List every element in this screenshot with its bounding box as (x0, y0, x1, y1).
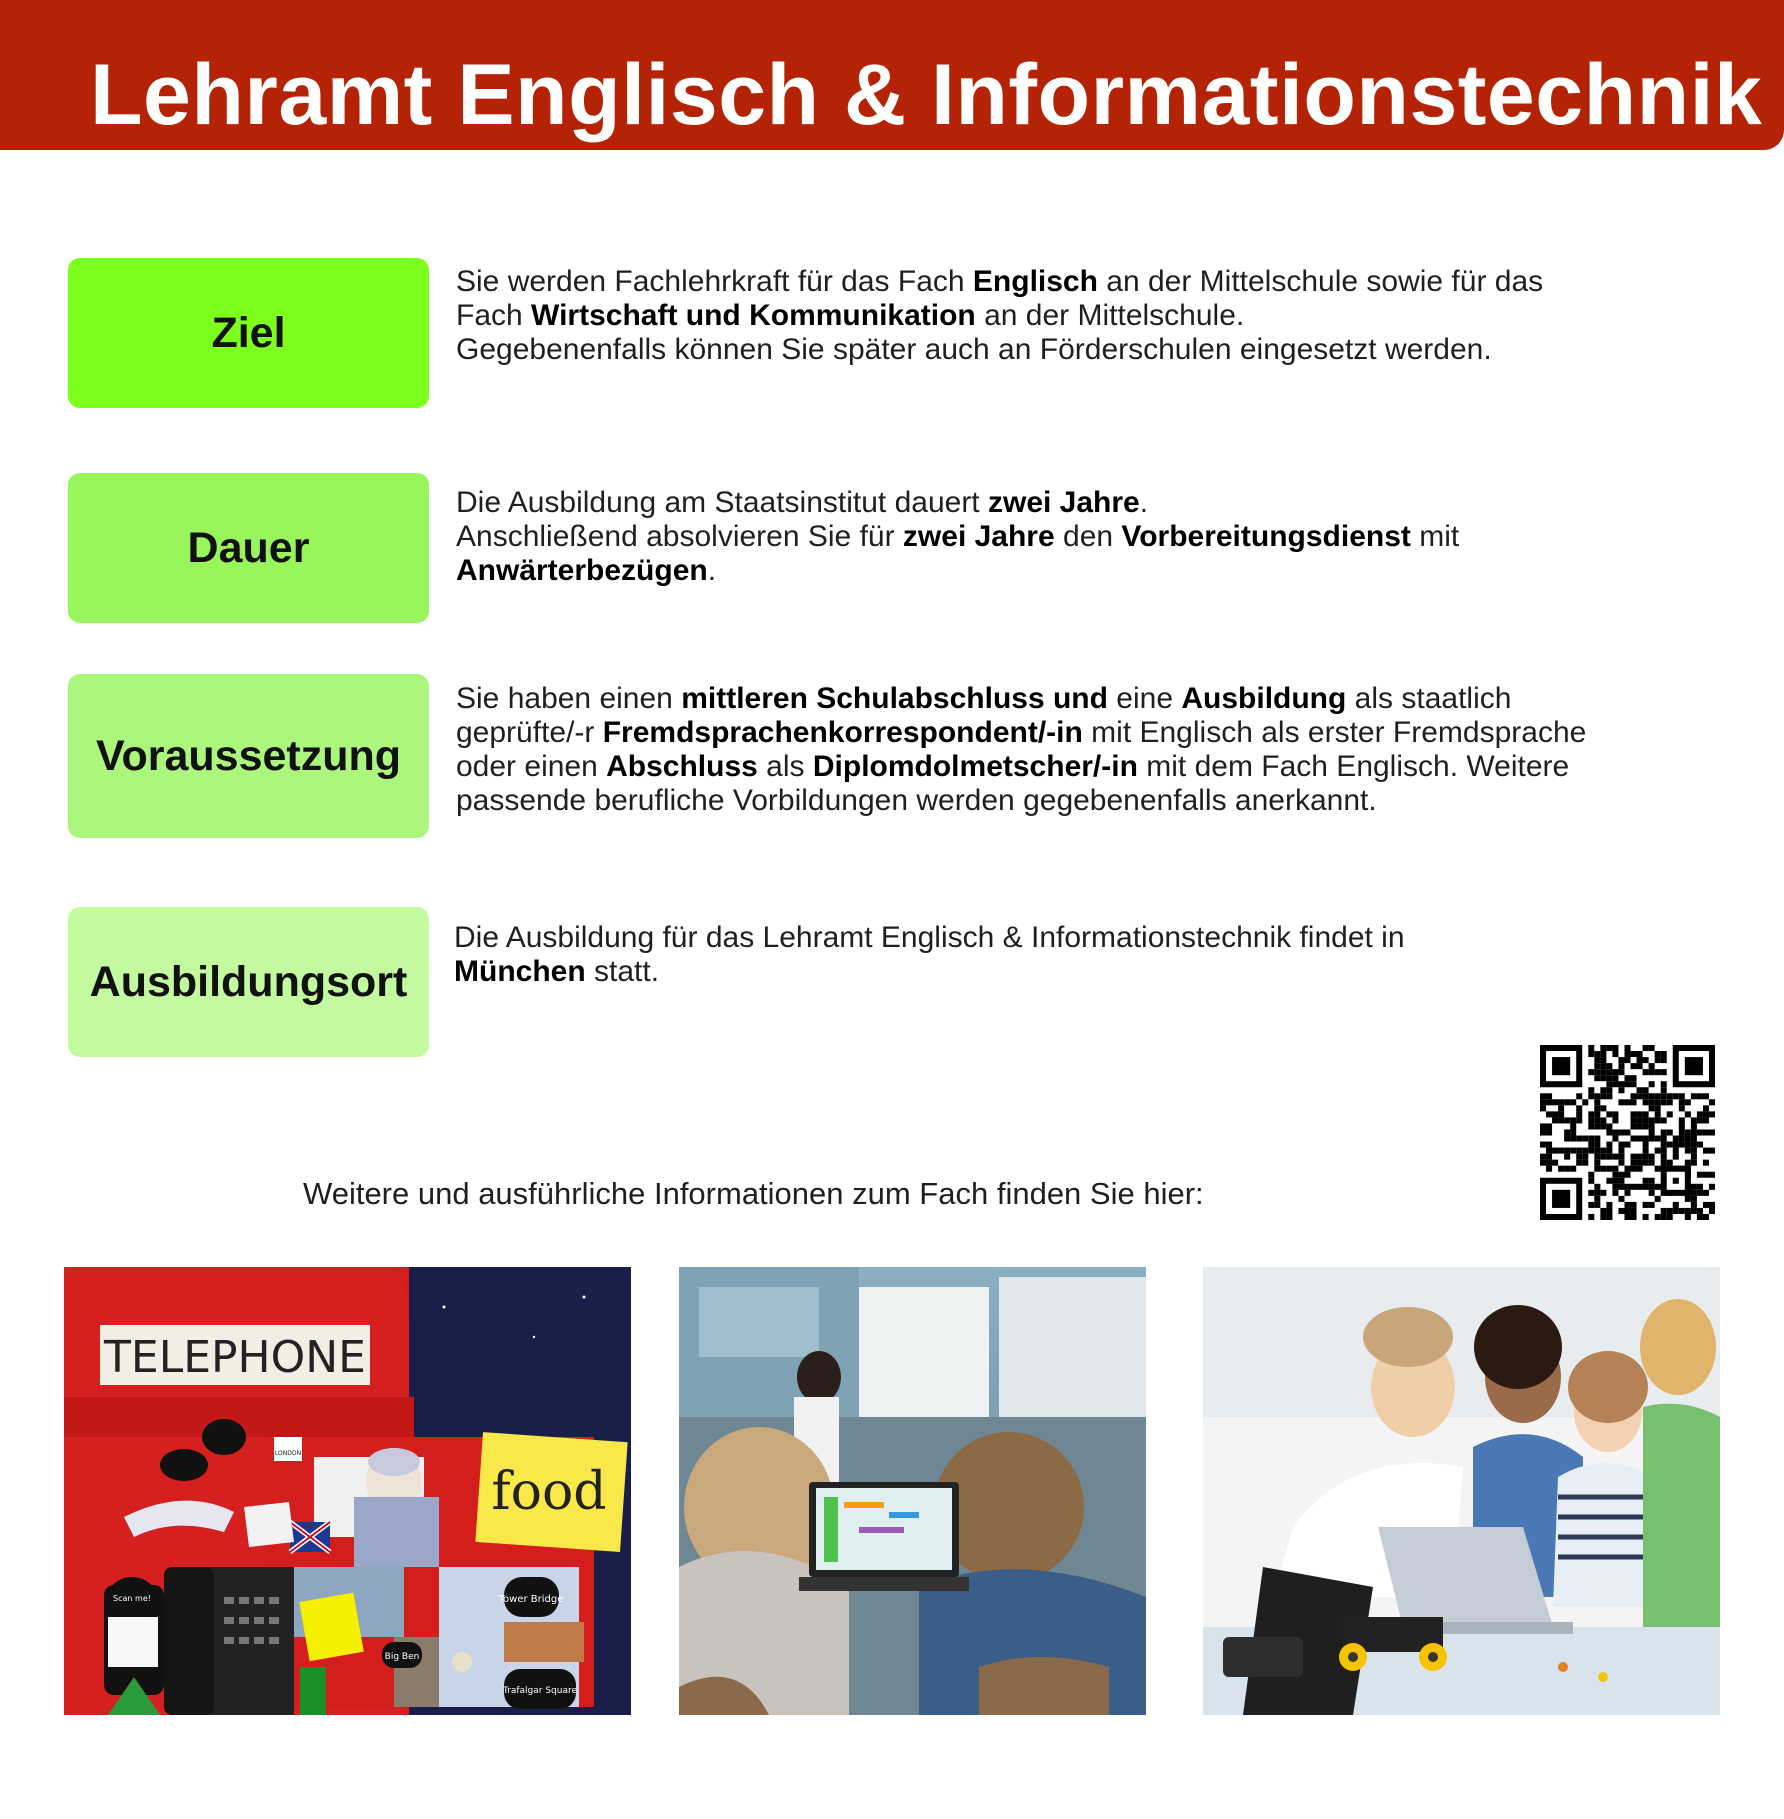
bold-text: Ausbildung (1181, 682, 1347, 715)
text-segment: Sie haben einen (456, 682, 682, 715)
more-info-text: Weitere und ausführliche Informationen zum Fach finden Sie hier: (303, 1176, 1204, 1211)
text-line (456, 682, 1736, 716)
text-segment: Gegebenenfalls können Sie später auch an Förderschulen eingesetzt werden. (456, 333, 1492, 366)
text-segment: als staatlich (1346, 682, 1512, 715)
big-ben-tag: Big Ben (384, 1652, 420, 1662)
text-segment: geprüfte/-r (456, 716, 603, 749)
bold-text: Diplomdolmetscher/-in (812, 750, 1138, 783)
bold-text: zwei Jahre (987, 486, 1140, 519)
text-segment: mit dem Fach Englisch. Weitere (1137, 750, 1570, 783)
qr-code-icon[interactable] (1540, 1045, 1715, 1220)
bold-text: Wirtschaft und Kommunikation (531, 299, 976, 332)
trafalgar-tag: Trafalgar Square (502, 1686, 578, 1696)
text-segment: Anschließend absolvieren Sie für (456, 520, 903, 553)
text-segment: . (1139, 486, 1149, 519)
text-segment: an der Mittelschule. (975, 299, 1245, 332)
text-line (454, 921, 1734, 955)
text-segment: . (707, 554, 717, 587)
text-line (456, 784, 1736, 818)
label-dauer-text: Dauer (187, 523, 310, 572)
text-line (456, 750, 1736, 784)
label-ausbildungsort (68, 907, 429, 1057)
bold-text: München (454, 955, 586, 988)
text-line (456, 554, 1736, 588)
page-title: Lehramt Englisch & Informationstechnik (90, 47, 1763, 143)
label-ausbildungsort-text: Ausbildungsort (89, 957, 408, 1006)
text-segment: oder einen (456, 750, 607, 783)
text-line (456, 299, 1736, 333)
label-dauer (68, 473, 429, 623)
text-segment: Die Ausbildung am Staatsinstitut dauert (456, 486, 988, 519)
text-segment: den (1054, 520, 1122, 553)
telephone-sign: TELEPHONE (104, 1332, 366, 1383)
text-segment: Fach (456, 299, 532, 332)
text-line (456, 265, 1736, 299)
text-line (456, 520, 1736, 554)
text-line (454, 955, 1734, 989)
label-voraussetzung-text: Voraussetzung (95, 731, 402, 780)
text-line (456, 716, 1736, 750)
page-header (0, 0, 1784, 150)
label-ziel (68, 258, 429, 408)
label-voraussetzung (68, 674, 429, 838)
scan-me-tag: Scan me! (113, 1594, 151, 1603)
text-dauer (456, 486, 1736, 588)
text-segment: als (757, 750, 813, 783)
bold-text: Abschluss (606, 750, 758, 783)
photo-robotics-group (1203, 1267, 1720, 1715)
bold-text: Anwärterbezügen (456, 554, 708, 587)
text-ziel (456, 265, 1736, 367)
bold-text: zwei Jahre (902, 520, 1055, 553)
text-segment: statt. (585, 955, 660, 988)
bold-text: Vorbereitungsdienst (1121, 520, 1411, 553)
london-tag: LONDON (274, 1450, 302, 1457)
bold-text: mittleren Schulabschluss und (681, 682, 1108, 715)
text-voraussetzung (456, 682, 1736, 818)
text-segment: an der Mittelschule sowie für das (1097, 265, 1544, 298)
text-line (456, 333, 1736, 367)
text-segment: passende berufliche Vorbildungen werden gegebenenfalls anerkannt. (456, 784, 1377, 817)
text-line (456, 486, 1736, 520)
label-ziel-text: Ziel (211, 308, 286, 357)
photo-classroom-laptop (679, 1267, 1146, 1715)
tower-bridge-tag: Tower Bridge (498, 1594, 564, 1605)
text-segment: Sie werden Fachlehrkraft für das Fach (456, 265, 973, 298)
bold-text: Fremdsprachenkorrespondent/-in (602, 716, 1083, 749)
photo-telephone-collage (64, 1267, 631, 1715)
text-segment: Die Ausbildung für das Lehramt Englisch & Informationstechnik findet in (454, 921, 1405, 954)
bold-text: Englisch (972, 265, 1098, 298)
text-ausbildungsort (454, 921, 1734, 989)
text-segment: mit (1410, 520, 1460, 553)
text-segment: mit Englisch als erster Fremdsprache (1082, 716, 1587, 749)
food-note: food (491, 1462, 607, 1522)
text-segment: eine (1107, 682, 1182, 715)
